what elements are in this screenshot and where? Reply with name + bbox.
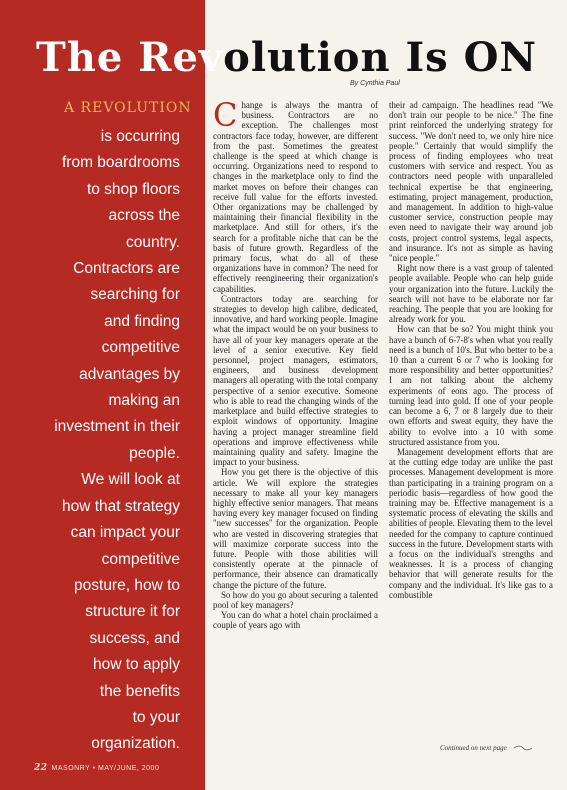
pullquote-line: organization. [91,735,180,753]
body-paragraph: How you get there is the objective of this article. We will explore the strategies necessary to make all your key managers highly effective senior managers. That means having every key manager focused on finding "new successes" for the organization. People who are vested in discovering strategies that will maximize corporate success into the future. People with those abilities will consistently operate at the pinnacle of performance, their absence can dramatically change the picture of the future. [213,467,378,590]
pullquote-kicker: A REVOLUTION [64,100,192,116]
pullquote-line: searching for [90,286,180,304]
pullquote-line: is occurring [100,128,180,145]
body-paragraph: Management development efforts that are at the cutting edge today are unlike the past processes. Management development is more than participating in a training program on a periodic basis—regardless of how good the training may be. Effective management is a systematic process of elevating the skills and abilities of people. Elevating them to the level needed for the company to capture continued success in the future. Development starts with a focus on the individual's strengths and weaknesses. It is a process of changing behavior that will generate results for the company and the individual. It's like gas to a combustible [389,446,553,600]
pullquote-line: competitive [101,339,180,357]
pullquote-line: advantages by [79,365,180,383]
pullquote-line: posture, how to [74,576,180,594]
pullquote-line: Contractors are [73,260,180,278]
page-number: 22 [34,763,48,773]
body-paragraph: You can do what a hotel chain proclaimed a couple of years ago with [213,610,378,631]
article-title [36,34,537,82]
pullquote-line: making an [108,392,180,410]
paragraph-text: hange is always the mantra of business. Contractors are no exception. The challenges most contractors face today, however, are different from the past. Sometimes the greatest challenge is the speed at which change is occurring. Organizations need to respond to changes in the marketplace only to find the market moves on before their changes can receive full value for the efforts invested. Other organizations may be challenged by maintaining their financial flexibility in the marketplace. And still for others, it's the search for a profitable niche that can be the basis of future growth. Regardless of the primary focus, what do all of these organizations have in common? The need for effectively reengineering their organization's capabilities. [213,100,378,294]
pullquote-line: can impact your [70,524,180,542]
pullquote [40,124,180,758]
pullquote-line: to shop floors [86,180,180,198]
pullquote-line: people. [129,444,180,462]
pullquote-line: how that strategy [61,497,180,515]
pullquote-line: from boardrooms [61,154,180,172]
continue-arrow-icon [513,745,533,751]
body-column-1 [213,96,378,631]
pullquote-line: structure it for [85,603,180,621]
continued-note: Continued on next page [440,744,507,752]
body-column-2 [389,100,553,600]
title-part-1: The Rev [36,34,224,81]
title-part-2: olution Is ON [223,34,538,81]
body-paragraph: Right now there is a vast group of talented people available. People who can help guide your organization into the future. Luckily the search will not have to be elaborate nor far reaching. The people that you are looking for already work for you. [389,263,553,325]
body-paragraph: So how do you go about securing a talented pool of key managers? [213,589,378,610]
body-paragraph: How can that be so? You might think you have a bunch of 6-7-8's when what you really need is a bunch of 10's. But who better to be a 10 than a current 6 or 7 who is looking for more responsibility and better opportunities? I am not talking about the alchemy experiments of eons ago. The process of turning lead into gold. If one of your people can become a 6, 7 or 8 largely due to their own efforts and sweat equity, they have the ability to evolve into a 10 with some structured assistance from you. [389,324,553,447]
byline: By Cynthia Paul [350,80,400,87]
pullquote-line: to your [132,708,180,726]
body-paragraph: Contractors today are searching for strategies to develop high calibre, dedicated, innovative, and hard working people. Imagine what the impact would be on your business to have all of your key managers operate at the level of a senior executive. Key field personnel, project managers, estimators, engineers, and business development managers all operating with the total company perspective of a senior executive. Someone who is able to read the changing winds of the marketplace and build effective strategies to exploit windows of opportunity. Imagine having a project manager streamline field operations and improve effectiveness while maintaining quality and safety. Imagine the impact to your business. [213,293,378,468]
body-paragraph: their ad campaign. The headlines read "We don't train our people to be nice." The fine print reinforced the underlying strategy for success. "We don't need to, we only hire nice people." Certainly that would simplify the process of finding employees who treat customers with service and respect. You as contractors need people with unparalleled technical expertise be that engineering, estimating, project management, production, and management. In addition to high-value customer service, construction people may even need to navigate their way around job costs, project control systems, legal aspects, and insurance. It's not as simple as having "nice people." [389,100,553,264]
pullquote-line: success, and [89,629,180,647]
pullquote-line: competitive [101,550,180,568]
body-paragraph [213,96,378,294]
pullquote-line: and finding [104,312,180,330]
pullquote-line: We will look at [81,471,180,489]
page-footer [34,763,159,773]
drop-cap: C [213,96,238,134]
footer-publication: MASONRY • MAY/JUNE, 2000 [51,765,160,772]
pullquote-line: investment in their [54,418,180,436]
pullquote-line: the benefits [99,682,180,700]
pullquote-line: across the [108,207,180,225]
pullquote-line: how to apply [92,656,180,674]
pullquote-line: country. [126,233,180,251]
